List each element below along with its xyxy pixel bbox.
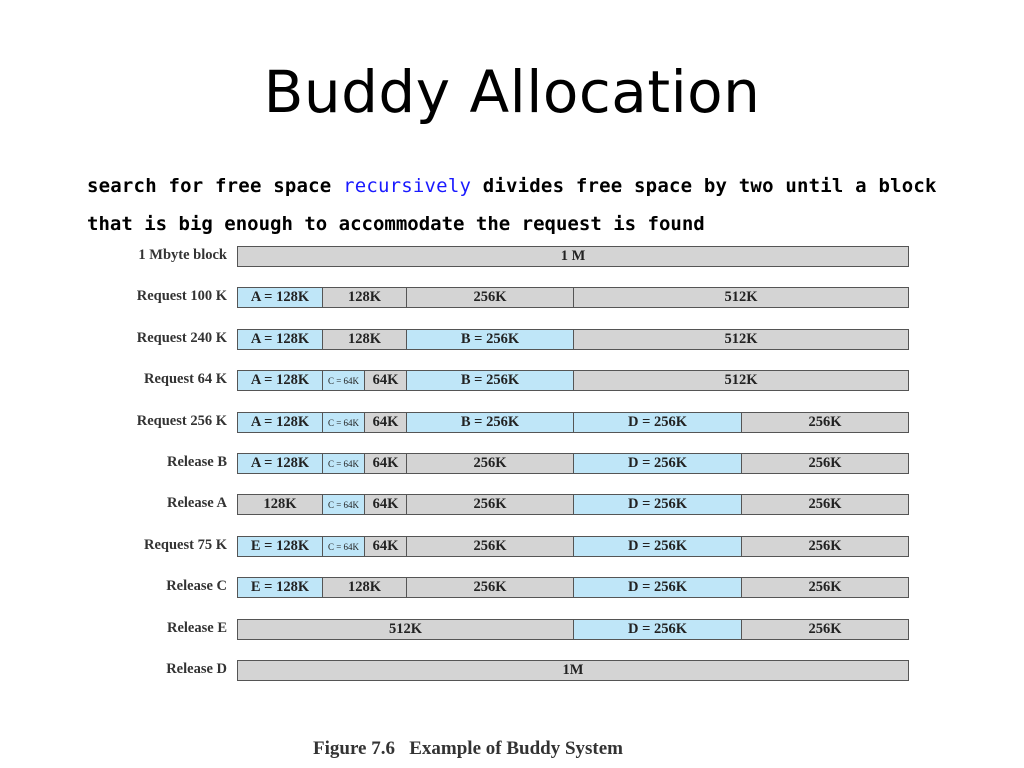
allocated-block: C = 64K xyxy=(322,495,364,514)
row-label: Request 240 K xyxy=(136,330,227,346)
slide-title: Buddy Allocation xyxy=(263,58,761,126)
free-block: 512K xyxy=(573,330,908,349)
allocated-block: A = 128K xyxy=(238,330,322,349)
memory-bar xyxy=(237,660,909,681)
description-line-2: that is big enough to accommodate the request is found xyxy=(87,213,705,235)
row-label: Request 64 K xyxy=(144,371,227,387)
free-block: 64K xyxy=(364,413,406,432)
free-block: 256K xyxy=(406,495,573,514)
description-text-a: search for free space xyxy=(87,175,344,197)
figure-caption: Figure 7.6 Example of Buddy System xyxy=(313,738,624,759)
free-block: 1M xyxy=(238,661,908,680)
free-block: 128K xyxy=(238,495,322,514)
free-block: 256K xyxy=(406,578,573,597)
free-block: 1 M xyxy=(238,247,908,266)
free-block: 256K xyxy=(741,578,908,597)
description-text-c: divides free space by two until a block xyxy=(471,175,937,197)
memory-bar xyxy=(237,412,909,433)
free-block: 256K xyxy=(406,454,573,473)
free-block: 256K xyxy=(741,495,908,514)
memory-bar xyxy=(237,329,909,350)
free-block: 256K xyxy=(406,288,573,307)
free-block: 512K xyxy=(573,371,908,390)
row-label: Request 75 K xyxy=(144,537,227,553)
free-block: 256K xyxy=(741,620,908,639)
allocated-block: E = 128K xyxy=(238,578,322,597)
free-block: 64K xyxy=(364,537,406,556)
memory-bar xyxy=(237,246,909,267)
memory-bar xyxy=(237,287,909,308)
allocated-block: A = 128K xyxy=(238,454,322,473)
row-label: Release C xyxy=(166,578,227,594)
allocated-block: D = 256K xyxy=(573,537,741,556)
row-label: 1 Mbyte block xyxy=(138,247,227,263)
row-label: Request 100 K xyxy=(136,288,227,304)
allocated-block: A = 128K xyxy=(238,371,322,390)
free-block: 128K xyxy=(322,330,406,349)
memory-bar xyxy=(237,577,909,598)
allocated-block: C = 64K xyxy=(322,537,364,556)
allocated-block: B = 256K xyxy=(406,371,573,390)
free-block: 128K xyxy=(322,288,406,307)
allocated-block: C = 64K xyxy=(322,413,364,432)
allocated-block: A = 128K xyxy=(238,413,322,432)
free-block: 256K xyxy=(741,413,908,432)
free-block: 512K xyxy=(238,620,573,639)
row-label: Release A xyxy=(167,495,227,511)
row-label: Release D xyxy=(166,661,227,677)
free-block: 64K xyxy=(364,371,406,390)
allocated-block: B = 256K xyxy=(406,330,573,349)
memory-bar xyxy=(237,370,909,391)
free-block: 64K xyxy=(364,454,406,473)
allocated-block: C = 64K xyxy=(322,454,364,473)
allocated-block: A = 128K xyxy=(238,288,322,307)
row-label: Request 256 K xyxy=(136,413,227,429)
allocated-block: B = 256K xyxy=(406,413,573,432)
free-block: 128K xyxy=(322,578,406,597)
memory-bar xyxy=(237,536,909,557)
free-block: 512K xyxy=(573,288,908,307)
allocated-block: D = 256K xyxy=(573,620,741,639)
free-block: 256K xyxy=(741,454,908,473)
description-line-1 xyxy=(87,175,937,197)
row-label: Release E xyxy=(167,620,227,636)
free-block: 256K xyxy=(741,537,908,556)
memory-bar xyxy=(237,494,909,515)
allocated-block: D = 256K xyxy=(573,578,741,597)
allocated-block: D = 256K xyxy=(573,413,741,432)
memory-bar xyxy=(237,619,909,640)
free-block: 64K xyxy=(364,495,406,514)
memory-bar xyxy=(237,453,909,474)
allocated-block: D = 256K xyxy=(573,454,741,473)
allocated-block: C = 64K xyxy=(322,371,364,390)
row-label: Release B xyxy=(167,454,227,470)
allocated-block: E = 128K xyxy=(238,537,322,556)
recursively-keyword: recursively xyxy=(343,175,472,197)
free-block: 256K xyxy=(406,537,573,556)
allocated-block: D = 256K xyxy=(573,495,741,514)
